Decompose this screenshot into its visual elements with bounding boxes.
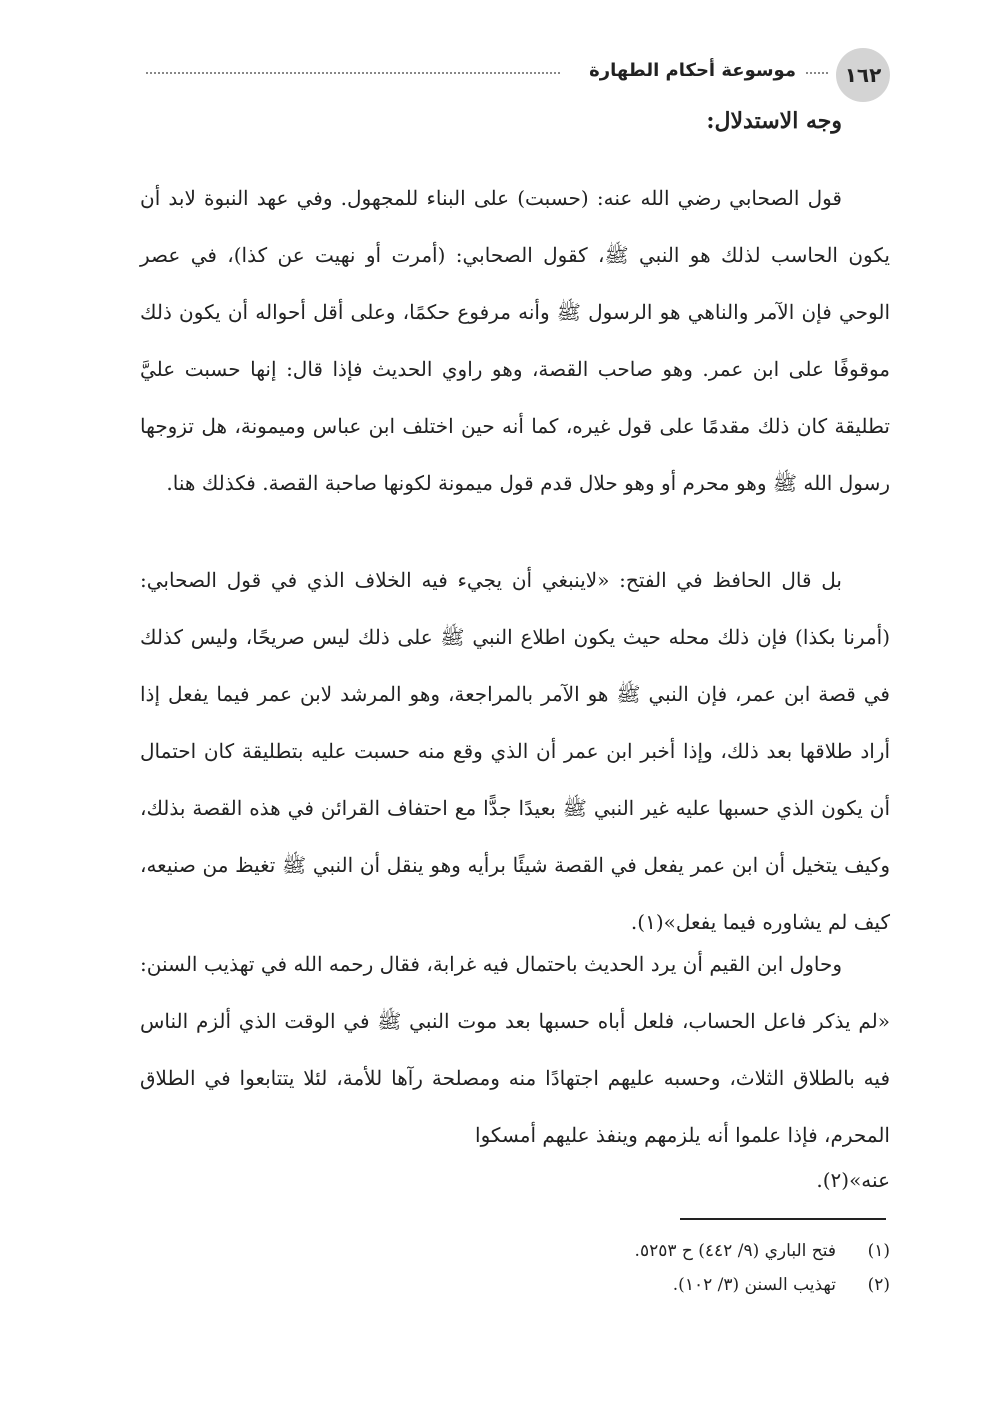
footnote-text: تهذيب السنن (٣/ ١٠٢). [672,1275,836,1295]
footnote-text: فتح الباري (٩/ ٤٤٢) ح ٥٢٥٣. [634,1241,836,1261]
paragraph-2: بل قال الحافظ في الفتح: «لاينبغي أن يجيء فيه الخلاف الذي في قول الصحابي: (أمرنا بكذا) فإن ذلك محله حيث يكون اطلاع النبي ﷺ على ذلك ليس صريحًا، وليس كذلك في قصة ابن عمر، فإن النبي ﷺ هو الآمر بالمراجعة، وهو المرشد لابن عمر فيما يفعل إذا أراد طلاقها بعد ذلك، وإذا أخبر ابن عمر أن الذي وقع منه حسبت عليه بتطليقة كان احتمال أن يكون الذي حسبها عليه غير النبي ﷺ بعيدًا جدًّا مع احتفاف القرائن في هذه القصة بذلك، وكيف يتخيل أن ابن عمر يفعل في القصة شيئًا برأيه وهو ينقل أن النبي ﷺ تغيظ من صنيعه، كيف لم يشاوره فيما يفعل»(١). [140,568,890,934]
footnote-item [140,1268,890,1302]
header-dotted-rule-left [146,72,560,74]
footnote-separator [680,1218,886,1220]
section-heading: وجه الاستدلال: [706,108,842,134]
header-dotted-rule-right [806,72,828,74]
paragraph-3: وحاول ابن القيم أن يرد الحديث باحتمال فيه غرابة، فقال رحمه الله في تهذيب السنن: «لم يذكر فاعل الحساب، فلعل أباه حسبها بعد موت النبي ﷺ في الوقت الذي ألزم الناس فيه بالطلاق الثلاث، وحسبه عليهم اجتهادًا منه ومصلحة رآها للأمة، لئلا يتتابعوا في الطلاق المحرم، فإذا علموا أنه يلزمهم وينفذ عليهم أمسكوا [140,952,890,1147]
footnote-number: (٢) [867,1275,890,1295]
book-title: موسوعة أحكام الطهارة [589,60,796,81]
footnote-item [140,1234,890,1268]
page-number-badge: ١٦٢ [836,48,890,102]
footnote-number: (١) [867,1241,890,1261]
paragraph-1: قول الصحابي رضي الله عنه: (حسبت) على البناء للمجهول. وفي عهد النبوة لابد أن يكون الحاسب لذلك هو النبي ﷺ، كقول الصحابي: (أمرت أو نهيت عن كذا)، في عصر الوحي فإن الآمر والناهي هو الرسول ﷺ وأنه مرفوع حكمًا، وعلى أقل أحواله أن يكون ذلك موقوفًا على ابن عمر. وهو صاحب القصة، وهو راوي الحديث فإذا قال: إنها حسبت عليَّ تطليقة كان ذلك مقدمًا على قول غيره، كما أنه حين اختلف ابن عباس وميمونة، هل تزوجها رسول الله ﷺ وهو محرم أو وهو حلال قدم قول ميمونة لكونها صاحبة القصة. فكذلك هنا. [140,186,890,495]
running-header [140,46,890,102]
footnotes [140,1234,890,1302]
paragraph-4: عنه»(٢). [816,1168,890,1192]
